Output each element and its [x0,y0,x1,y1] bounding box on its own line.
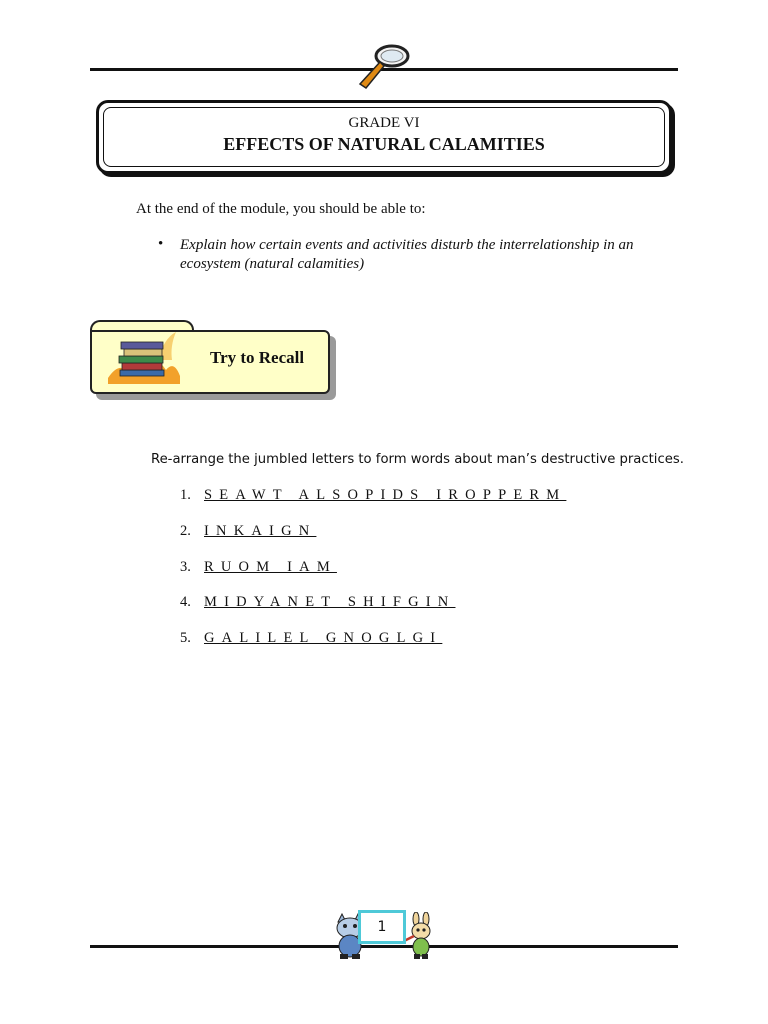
page-title: EFFECTS OF NATURAL CALAMITIES [223,134,545,154]
puzzle-number: 3. [180,559,191,575]
page-number: 1 [358,910,406,944]
puzzle-letters: INKAIGN [204,523,317,539]
puzzle-letters: MIDYANET SHIFGIN [204,594,456,610]
puzzle-number: 4. [180,594,191,610]
puzzle-letters: RUOM IAM [204,559,337,575]
section-label: Try to Recall [210,348,305,367]
title-box [96,100,672,174]
intro-text: At the end of the module, you should be able to: [136,201,426,217]
objective-item: Explain how certain events and activities disturb the interrelationship in an ecosystem (natural calamities) [180,237,634,272]
puzzle-item [180,559,337,576]
puzzle-number: 5. [180,630,191,646]
bottom-rule [90,945,678,948]
puzzle-item [180,487,566,504]
cartoon-rabbit-icon [400,912,440,960]
grade-label: GRADE VI [348,115,420,131]
bullet-icon: • [158,236,164,252]
magnifying-glass-icon [352,42,414,90]
burning-books-icon [106,330,182,384]
puzzle-letters: SEAWT ALSOPIDS IROPPERM [204,487,567,503]
puzzle-item [180,594,455,611]
puzzle-item [180,630,442,647]
puzzle-number: 1. [180,487,191,503]
puzzle-number: 2. [180,523,191,539]
puzzle-letters: GALILEL GNOGLGI [204,630,443,646]
activity-instruction: Re-arrange the jumbled letters to form words about man’s destructive practices. [151,452,684,467]
puzzle-item [180,523,316,540]
